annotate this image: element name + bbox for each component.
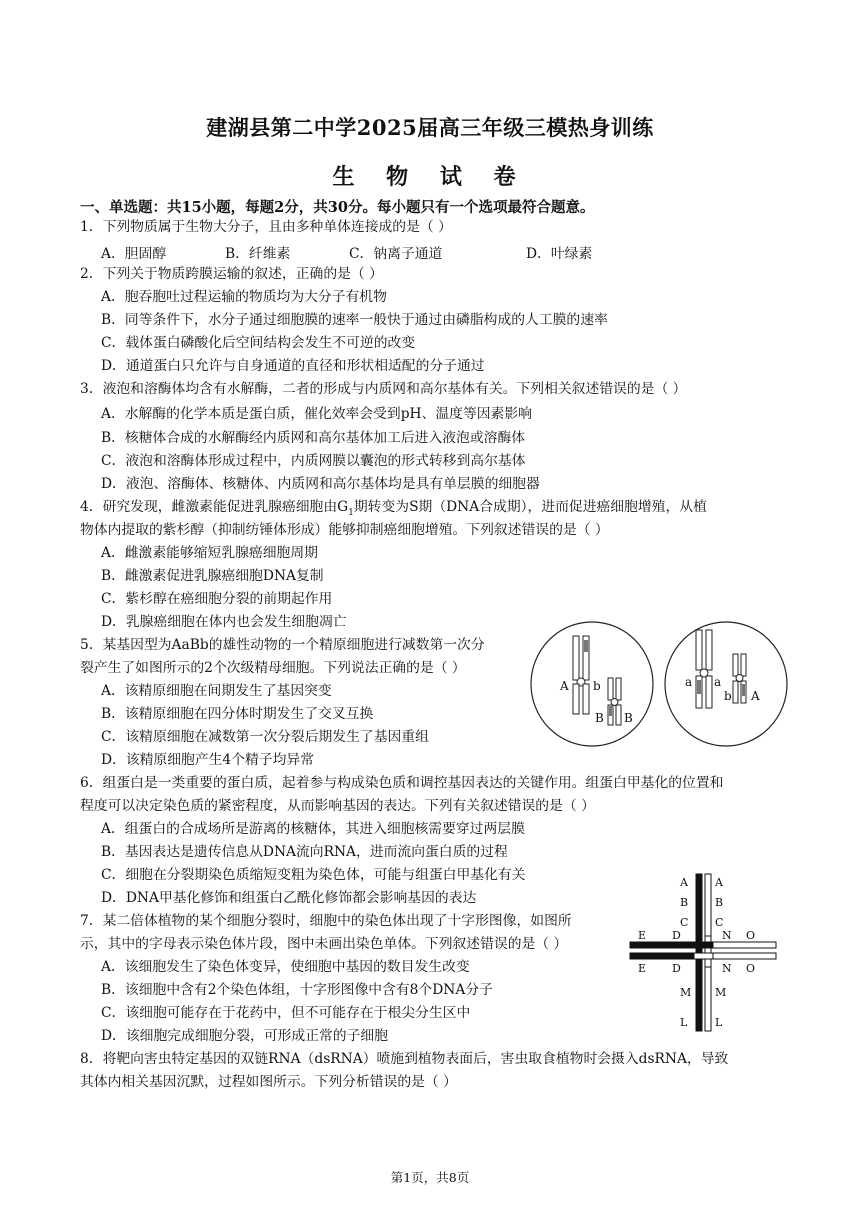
q6-option-d: D．DNA甲基化修饰和组蛋白乙酰化修饰都会影响基因的表达 xyxy=(101,890,477,906)
q2-option-a: A．胞吞胞吐过程运输的物质均为大分子有机物 xyxy=(101,289,387,305)
q7-stem-line2: 示，其中的字母表示染色体片段，图中未画出染色单体。下列叙述错误的是（ ） xyxy=(80,936,568,952)
q6-option-c: C．细胞在分裂期染色质缩短变粗为染色体，可能与组蛋白甲基化有关 xyxy=(101,867,526,883)
q5-label-b2: b xyxy=(724,689,732,703)
q7-label-L-left: L xyxy=(680,1016,688,1029)
q5-label-a: a xyxy=(685,675,693,689)
q7-label-D-bottom: D xyxy=(672,962,681,975)
q5-label-B: B xyxy=(595,711,604,725)
q7-label-O-bottom: O xyxy=(746,962,756,975)
q5-option-d: D．该精原细胞产生4个精子均异常 xyxy=(101,752,314,768)
q3-option-d: D．液泡、溶酶体、核糖体、内质网和高尔基体均是具有单层膜的细胞器 xyxy=(101,476,540,492)
q4-stem-line2: 物体内提取的紫杉醇（抑制纺锤体形成）能够抑制癌细胞增殖。下列叙述错误的是（ ） xyxy=(80,522,609,538)
q6-stem-line1: 6．组蛋白是一类重要的蛋白质，起着参与构成染色质和调控基因表达的关键作用。组蛋白甲基化的位置和 xyxy=(80,775,724,791)
q3-option-b: B．核糖体合成的水解酶经内质网和高尔基体加工后进入液泡或溶酶体 xyxy=(101,430,526,446)
q7-label-B-left: B xyxy=(680,896,689,909)
q5-label-B2: B xyxy=(624,711,633,725)
section-heading: 一、单选题：共15小题，每题2分，共30分。每小题只有一个选项最符合题意。 xyxy=(80,199,595,216)
q5-label-a2: a xyxy=(714,675,722,689)
q7-label-O-top: O xyxy=(746,929,756,942)
q1-option-b: B．纤维素 xyxy=(225,246,291,262)
q5-option-c: C．该精原细胞在减数第一次分裂后期发生了基因重组 xyxy=(101,729,429,745)
exam-title: 建湖县第二中学2025届高三年级三模热身训练 xyxy=(206,115,654,140)
q4-option-b: B．雌激素促进乳腺癌细胞DNA复制 xyxy=(101,568,324,584)
q1-stem: 1．下列物质属于生物大分子，且由多种单体连接成的是（ ） xyxy=(80,219,452,235)
q7-label-A-left: A xyxy=(680,876,688,889)
q7-label-A-right: A xyxy=(715,876,723,889)
q5-cell-figure xyxy=(528,618,798,750)
q4-option-c: C．紫杉醇在癌细胞分裂的前期起作用 xyxy=(101,591,333,607)
q6-option-a: A．组蛋白的合成场所是游离的核糖体，其进入细胞核需要穿过两层膜 xyxy=(101,821,525,837)
q5-option-b: B．该精原细胞在四分体时期发生了交叉互换 xyxy=(101,706,374,722)
q7-label-C-left: C xyxy=(680,916,689,929)
q5-option-a: A．该精原细胞在间期发生了基因突变 xyxy=(101,683,332,699)
q7-label-L-right: L xyxy=(715,1016,723,1029)
q7-label-E-bottom: E xyxy=(638,962,647,975)
q2-option-d: D．通道蛋白只允许与自身通道的直径和形状相适配的分子通过 xyxy=(101,358,485,374)
q2-option-c: C．载体蛋白磷酸化后空间结构会发生不可逆的改变 xyxy=(101,335,416,351)
q7-cross-figure xyxy=(628,872,778,1034)
q5-label-A: A xyxy=(560,679,569,693)
q6-stem-line2: 程度可以决定染色质的紧密程度，从而影响基因的表达。下列有关叙述错误的是（ ） xyxy=(80,798,595,814)
q7-label-N-bottom: N xyxy=(722,962,732,975)
q7-option-b: B．该细胞中含有2个染色体组，十字形图像中含有8个DNA分子 xyxy=(101,982,493,998)
q4-option-a: A．雌激素能够缩短乳腺癌细胞周期 xyxy=(101,545,318,561)
q5-stem-line1: 5．某基因型为AaBb的雄性动物的一个精原细胞进行减数第一次分 xyxy=(80,637,485,653)
q3-option-a: A．水解酶的化学本质是蛋白质，催化效率会受到pH、温度等因素影响 xyxy=(101,406,532,422)
q5-label-A2: A xyxy=(751,689,760,703)
q1-options xyxy=(101,242,650,262)
q7-option-a: A．该细胞发生了染色体变异，使细胞中基因的数目发生改变 xyxy=(101,959,470,975)
q2-stem: 2．下列关于物质跨膜运输的叙述，正确的是（ ） xyxy=(80,266,383,282)
q7-stem-line1: 7．某二倍体植物的某个细胞分裂时，细胞中的染色体出现了十字形图像，如图所 xyxy=(80,913,572,929)
q1-option-d: D．叶绿素 xyxy=(526,246,593,262)
q5-label-b: b xyxy=(593,679,601,693)
q3-option-c: C．液泡和溶酶体形成过程中，内质网膜以囊泡的形式转移到高尔基体 xyxy=(101,453,526,469)
q4-stem-line1: 4．研究发现，雌激素能促进乳腺癌细胞由$G_1$期转变为S期（DNA合成期），进而促进癌细胞增殖，从植 xyxy=(80,499,707,518)
q7-label-E-top: E xyxy=(638,929,647,942)
q1-option-c: C．钠离子通道 xyxy=(349,246,443,262)
q7-option-d: D．该细胞完成细胞分裂，可形成正常的子细胞 xyxy=(101,1028,388,1044)
page-footer: 第1页，共8页 xyxy=(390,1170,470,1185)
q8-stem-line1: 8．将靶向害虫特定基因的双链RNA（dsRNA）喷施到植物表面后，害虫取食植物时会摄入dsRNA，导致 xyxy=(80,1051,729,1067)
q4-option-d: D．乳腺癌细胞在体内也会发生细胞凋亡 xyxy=(101,614,347,630)
q7-label-M-left: M xyxy=(680,986,692,999)
q8-stem-line2: 其体内相关基因沉默，过程如图所示。下列分析错误的是（ ） xyxy=(80,1074,457,1090)
q7-label-B-right: B xyxy=(715,896,724,909)
q7-label-M-right: M xyxy=(715,986,727,999)
q5-stem-line2: 裂产生了如图所示的2个次级精母细胞。下列说法正确的是（ ） xyxy=(80,660,466,676)
q7-option-c: C．该细胞可能存在于花药中，但不可能存在于根尖分生区中 xyxy=(101,1005,471,1021)
q2-option-b: B．同等条件下，水分子通过细胞膜的速率一般快于通过由磷脂构成的人工膜的速率 xyxy=(101,312,608,328)
q7-label-C-right: C xyxy=(715,916,724,929)
q3-stem: 3．液泡和溶酶体均含有水解酶，二者的形成与内质网和高尔基体有关。下列相关叙述错误的是（ ） xyxy=(80,381,687,397)
q6-option-b: B．基因表达是遗传信息从DNA流向RNA，进而流向蛋白质的过程 xyxy=(101,844,508,860)
exam-subtitle: 生 物 试 卷 xyxy=(332,164,528,190)
q7-label-N-top: N xyxy=(722,929,732,942)
q1-option-a: A．胆固醇 xyxy=(101,246,167,262)
q7-label-D-top: D xyxy=(672,929,681,942)
